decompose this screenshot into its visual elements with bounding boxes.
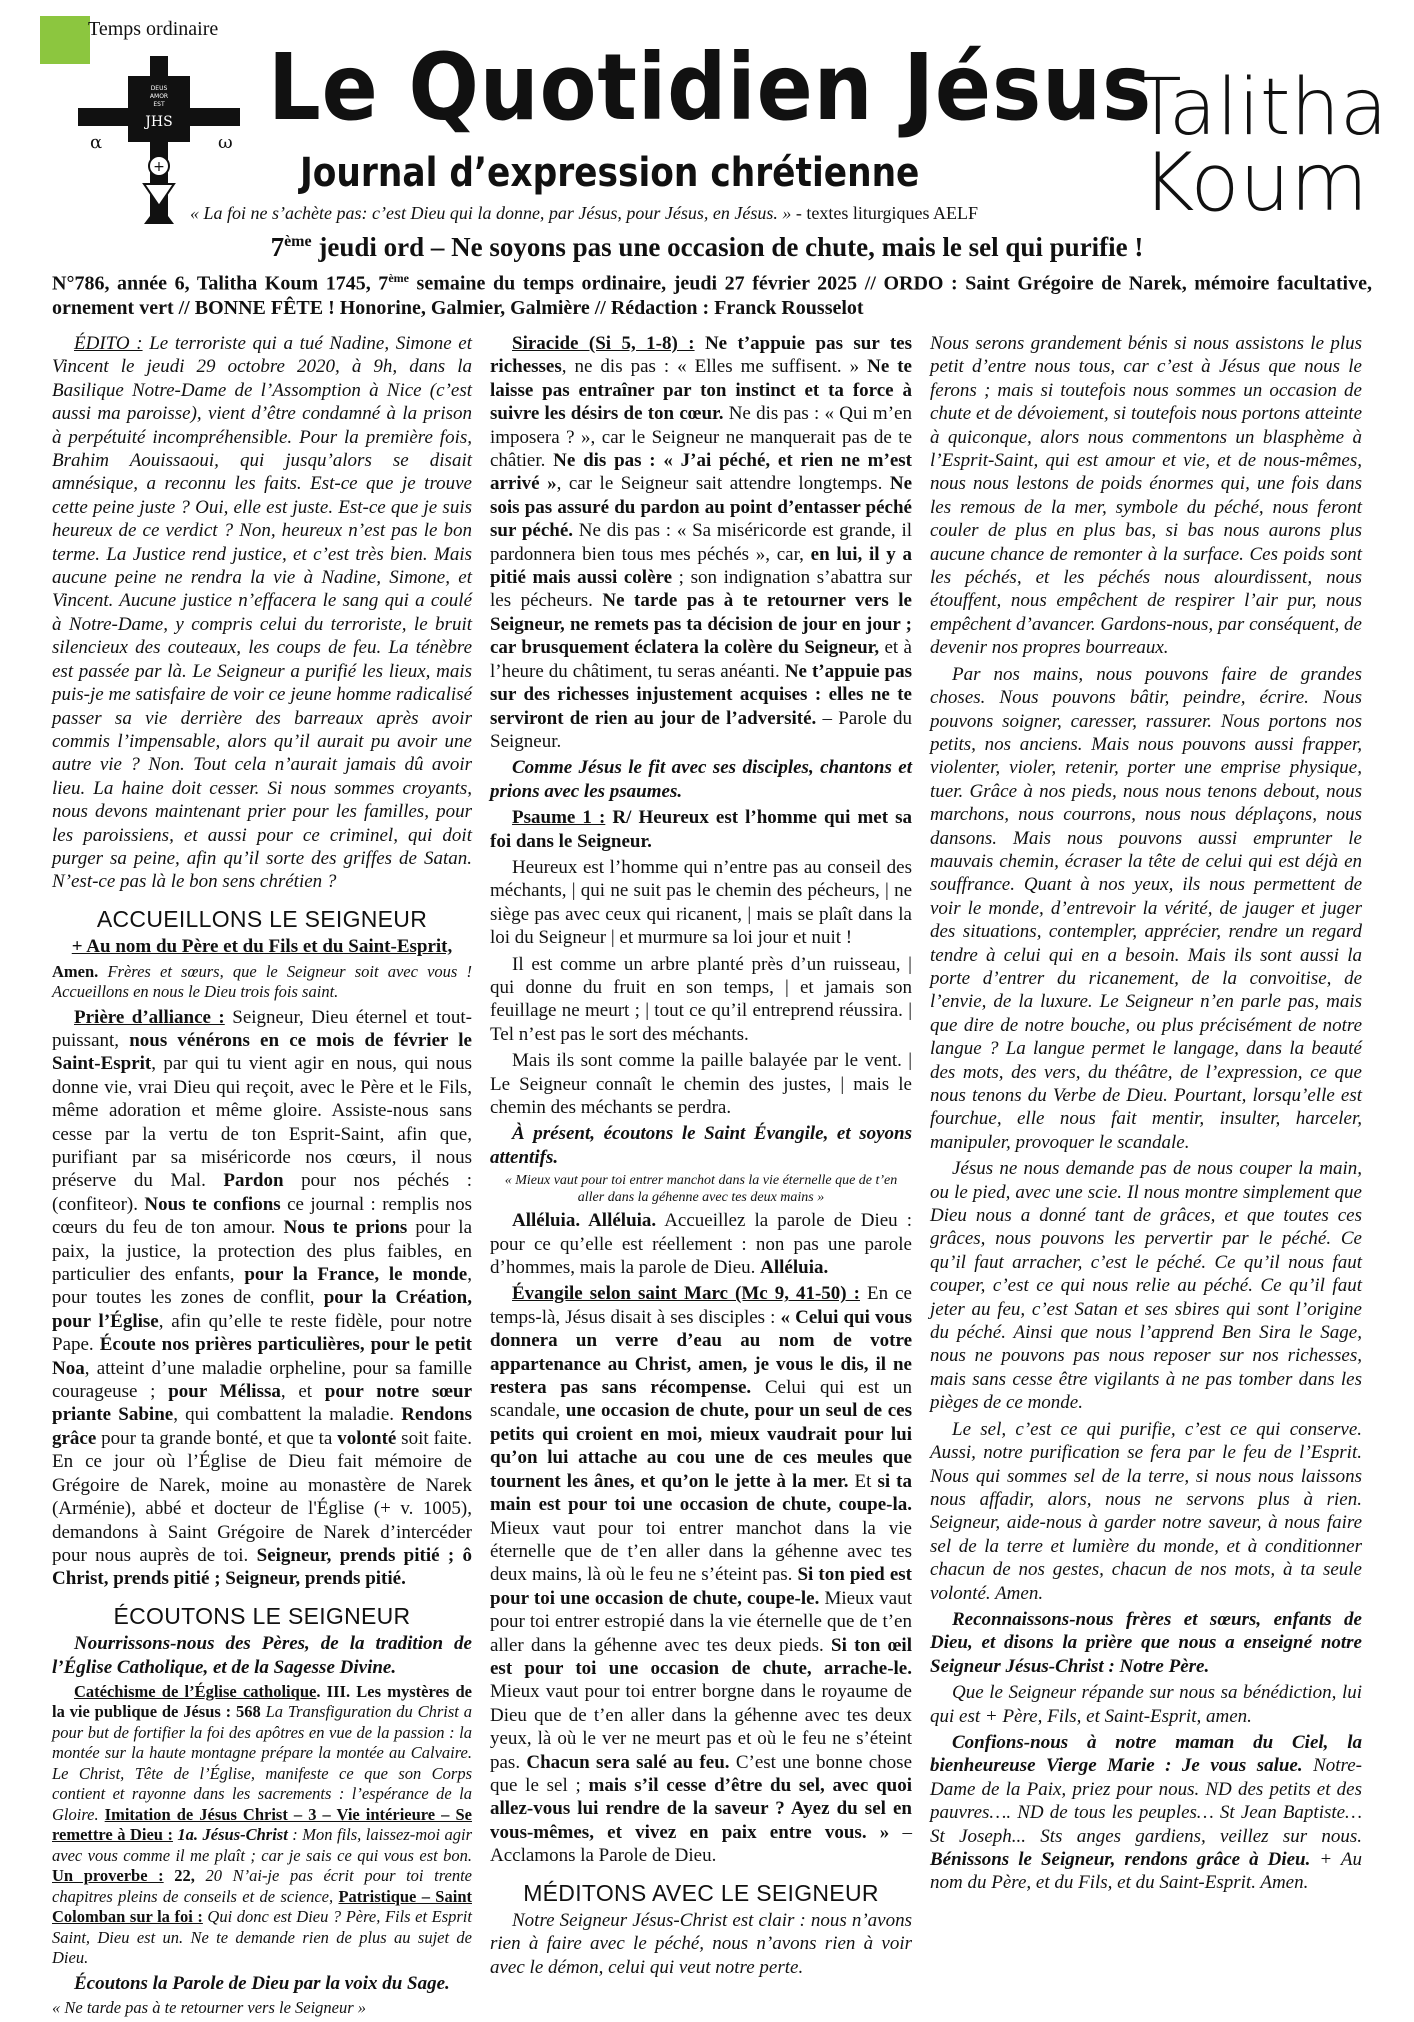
text-segment: Seigneur, Dieu éternel et tout-puissant,	[52, 1006, 472, 1051]
text-segment: , qui combattent la maladie.	[173, 1404, 402, 1426]
meditation-intro: Notre Seigneur Jésus-Christ est clair : nous n’avons rien à faire avec le péché, nous n’avons rien à voir avec le démon, celui qui veut notre perte.	[490, 1910, 912, 1978]
text-segment: Un proverbe :	[52, 1866, 164, 1886]
meditation-p1: Nous serons grandement bénis si nous assistons le plus petit d’entre nous tous, car c’est à Jésus que nous le ferons ; mais si toutefois nous sommes un occasion de chute et de dévoiement, si toutefois nous portons atteinte à quiconque, alors nous commentons un blasphème à l’Esprit-Saint, qui est amour et vie, et de nous-mêmes, nous nous lestons de poids énormes qui, une fois dans les remous de la mer, symbole du péché, nous feront couler de plus en plus bas, si bas nous aurons plus aucune chance de remonter à la surface. Ces poids sont les péchés, et les péchés nous alourdissent, nous étouffent, nous empêchent de respirer l’air pur, nous empêchent d’avancer. Gardons-nous, par conséquent, de devenir nos propres bourreaux.	[930, 333, 1362, 659]
column-3	[930, 332, 1362, 1898]
meditation-p2: Par nos mains, nous pouvons faire de grandes choses. Nous pouvons bâtir, peindre, écrire. Nous pouvons soigner, caresser, rassurer. Nous portons nos petits, nos anciens. Mais nous pouvons aussi frapper, violenter, violer, retenir, porter une emprise physique, tuer. Grâce à nos pieds, nous nous tenons debout, nous marchons, nous courrons, nous nous déplaçons, nous dansons. Mais nous pouvons aussi emprunter le mauvais chemin, écraser la tête de celui qui est déjà en souffrance. Quant à nos yeux, ils nous permettent de voir le monde, d’entrevoir la vérité, de jauger et juger des situations, contempler, apprécier, rendre un regard tendre à celui qui en a besoin. Mais ils sont aussi la porte d’entrer du ricanement, de la convoitise, de l’envie, de la luxure. Le Seigneur n’en parle pas, mais que dire de notre bouche, ou plus précisément de notre langue ? La langue permet le langage, dans la beauté des mots, des vers, du théâtre, de l’expression, ce que nous tenons du Verbe de Dieu. Pourtant, lorsqu’elle est fourchue, elle nous fait mentir, insulter, harceler, manipuler, provoquer le scandale.	[930, 663, 1362, 1153]
text-segment: Si ton pied est pour toi une occasion de chute, coupe-le.	[490, 1564, 912, 1609]
headline-ordinal: 7	[270, 232, 285, 262]
sage-quote: « Ne tarde pas à te retourner vers le Seigneur »	[52, 1998, 367, 2018]
alleluia	[490, 1209, 912, 1279]
text-segment: , afin qu’elle te reste fidèle, pour notre Pape.	[52, 1310, 472, 1356]
svg-text:DEUS: DEUS	[150, 85, 168, 92]
text-segment: Chacun sera salé au feu.	[526, 1751, 730, 1773]
text-segment: : Mon fils, laissez-moi agir avec vous comme il me plaît ; car je sais ce qui vous est bon.	[52, 1825, 473, 1865]
text-segment: « Celui qui vous donnera un verre d’eau au nom de votre appartenance au Christ, amen, je vous le dis, il ne restera pas sans récompense.	[490, 1306, 912, 1399]
headline	[0, 232, 1414, 263]
text-segment: Patristique – Saint Colomban sur la foi :	[52, 1886, 472, 1927]
svg-text:JHS: JHS	[145, 114, 173, 130]
text-segment: Seigneur, prends pitié ; ô Christ, prends pitié ; Seigneur, prends pitié.	[52, 1544, 472, 1590]
text-segment: Siracide (Si 5, 1-8) :	[512, 333, 695, 354]
alliance-prayer	[52, 1006, 472, 1591]
gospel-intro: À présent, écoutons le Saint Évangile, et soyons attentifs.	[490, 1123, 912, 1168]
text-segment: Ne dis pas : « Qui m’en imposera ? », car le Seigneur ne manquerait pas de te châtier.	[490, 403, 912, 472]
amen: Amen.	[52, 961, 99, 981]
gospel-reading	[490, 1282, 912, 1867]
text-segment: , pour toutes les zones de conflit,	[52, 1264, 472, 1309]
text-segment: En ce temps-là, Jésus disait à ses disciples :	[490, 1283, 912, 1328]
text-segment: ce journal : remplis nos cœurs du feu de ton amour.	[52, 1193, 472, 1239]
section-heading-accueil: ACCUEILLONS LE SEIGNEUR	[96, 905, 428, 932]
text-segment: Prière d’alliance :	[74, 1006, 225, 1028]
header-quote	[190, 203, 978, 224]
meta-part1: N°786, année 6, Talitha Koum 1745, 7	[52, 272, 389, 295]
text-segment: La Transfiguration du Christ a pour but de fortifier la foi des apôtres en vue de la passion : la montée sur la haute montagne prépare la montée au Calvaire. Le Christ, Tête de l’Église, manifeste ce que son Corps contient et rayonne dans les sacrements : l’espérance de la Gloire.	[52, 1702, 472, 1824]
gospel-quote: « Mieux vaut pour toi entrer manchot dans la vie éternelle que de t’en aller dans la géhenne avec tes deux mains »	[504, 1173, 898, 1206]
text-segment: Si ton œil est pour toi une occasion de chute, arrache-le.	[490, 1634, 912, 1679]
catechism-block	[52, 1682, 472, 1969]
text-segment: et à l’heure du châtiment, tu seras anéanti.	[490, 637, 912, 682]
text-segment: volonté	[337, 1427, 397, 1449]
quote-text: « La foi ne s’achète pas: c’est Dieu qui la donne, par Jésus, pour Jésus, en Jésus. »	[190, 203, 792, 223]
edito-label: ÉDITO :	[74, 333, 143, 354]
text-segment: nous vénérons en ce mois de février le Saint-Esprit	[52, 1029, 472, 1075]
text-segment: Psaume 1 :	[512, 807, 606, 829]
text-segment: en lui, il y a pitié mais aussi colère	[490, 543, 912, 589]
sign-cross-text: + Au nom du Père et du Fils et du Saint-Esprit,	[71, 936, 453, 958]
text-segment: pour Mélissa	[168, 1381, 281, 1403]
text-segment: Ne te laisse pas entraîner par ton instinct et ta force à suivre les désirs de ton cœur.	[490, 356, 912, 425]
text-segment: pour nos péchés : (confiteor).	[52, 1170, 472, 1215]
text-segment: Alléluia. Alléluia.	[512, 1210, 657, 1232]
text-segment: Ne t’appuie pas sur tes richesses	[490, 333, 912, 378]
siracide-reading	[490, 332, 912, 753]
text-segment: pour ta grande bonté, et que ta	[96, 1427, 338, 1449]
text-segment: – Parole du Seigneur.	[490, 707, 912, 752]
issue-meta	[52, 266, 1372, 320]
text-segment: C’est une bonne chose que le sel ;	[490, 1751, 912, 1796]
text-segment: , par qui tu vient agir en nous, qui nous donne vie, vrai Dieu qui reçoit, avec le Père et le Fils, même adoration et même gloire. Assiste-nous sans cesse par la vertu de ton Esprit-Saint, afin que, purifiant par sa miséricorde nos cœurs, il nous préserve du Mal.	[52, 1053, 472, 1192]
text-segment: pour notre sœur priante Sabine	[52, 1381, 473, 1426]
sign-of-cross	[52, 935, 472, 958]
text-segment: Notre-Dame de la Paix, priez pour nous. ND des petits et des pauvres…. ND de tous les peuples… St Jean Baptiste… St Joseph... Sts anges gardiens, veillez sur nous.	[930, 1755, 1362, 1847]
text-segment: , atteint d’une maladie orpheline, pour sa famille courageuse ;	[52, 1357, 472, 1403]
text-segment: Rendons grâce	[52, 1404, 472, 1449]
text-segment: Écoute nos prières particulières, pour le petit Noa	[52, 1334, 473, 1379]
headline-text: jeudi ord – Ne soyons pas une occasion de chute, mais le sel qui purifie !	[311, 232, 1144, 262]
column-1	[52, 332, 472, 2022]
text-segment: Pardon	[223, 1170, 284, 1192]
svg-text:ω: ω	[218, 132, 233, 153]
text-segment: une occasion de chute, pour un seul de ces petits qui croient en moi, mieux vaudrait pour lui qu’on lui attache au cou une de ces meules que tournent les ânes, et qu’on le jette à la mer.	[490, 1400, 913, 1492]
sage-intro: Écoutons la Parole de Dieu par la voix du Sage.	[74, 1972, 450, 1994]
text-segment: Bénissons le Seigneur, rendons grâce à Dieu.	[930, 1849, 1311, 1870]
edito-text: Le terroriste qui a tué Nadine, Simone et Vincent le jeudi 29 octobre 2020, à 9h, dans la Basilique Notre-Dame de l’Assomption à Nice (c’est aussi ma paroisse), vient d’être condamné à la prison à perpétuité incompréhensible. Pour la première fois, Brahim Aouissaoui, qui jusqu’alors se disait amnésique, a reconnu les faits. Est-ce que je trouve cette peine juste ? Oui, elle est juste. Est-ce que je suis heureux de ce verdict ? Non, heureux n’est pas le bon terme. La Justice rend justice, et c’est très bien. Mais aucune peine ne rendra la vie à Nadine, Simone, et Vincent. Aucune justice n’effacera le sang qui a coulé à Notre-Dame, y compris celui du terroriste, le bruit silencieux des couteaux, les coups de feu. La ténèbre est passée par là. Le Seigneur a purifié les lieux, mais puis-je me satisfaire de voir ce jeune homme radicalisé passer sa vie derrière des barreaux après avoir commis l’impensable, alors qu’il aurait pu avoir une autre vie ? Non. Tout cela n’aurait jamais dû avoir lieu. La haine doit cesser. Si nous sommes croyants, nous devons maintenant prier pour les familles, pour les paroissiens, et aussi pour ce criminel, qui doit purger sa peine, afin qu’il sorte des griffes de Satan. N’est-ce pas là le bon sens chrétien ?	[52, 333, 472, 893]
psalm-stanza-3: Mais ils sont comme la paille balayée par le vent. | Le Seigneur connaît le chemin des justes, | mais le chemin des méchants se perdra.	[490, 1050, 912, 1118]
text-segment: mais s’il cesse d’être du sel, avec quoi allez-vous lui rendre de la saveur ? Ayez du sel en vous-mêmes, et vivez en paix entre vous. »	[490, 1774, 913, 1843]
season-label: Temps ordinaire	[88, 18, 219, 40]
edito	[52, 332, 472, 894]
text-segment: Catéchisme de l’Église catholique	[74, 1681, 317, 1701]
text-segment: R/ Heureux est l’homme qui met sa foi dans le Seigneur.	[490, 807, 913, 852]
text-segment: , ne dis pas : « Elles me suffisent. »	[561, 356, 868, 378]
text-segment: 20 N’ai-je pas écrit pour toi trente chapitres pleins de conseils et de science,	[52, 1866, 473, 1906]
text-segment: Ne t’appuie pas sur des richesses injustement acquises : elles ne te serviront de rien au jour de l’adversité.	[490, 660, 912, 729]
svg-text:AMOR: AMOR	[149, 93, 169, 100]
text-segment: Confions-nous à notre maman du Ciel, la bienheureuse Vierge Marie : Je vous salue.	[930, 1731, 1362, 1777]
text-segment: . III. Les mystères de la vie publique de Jésus : 568	[52, 1681, 472, 1722]
text-segment: pour la France, le monde	[244, 1264, 468, 1286]
text-segment: Celui qui est un scandale,	[490, 1377, 912, 1422]
blessing: Que le Seigneur répande sur nous sa bénédiction, lui qui est + Père, Fils, et Saint-Esprit, amen.	[930, 1682, 1362, 1727]
text-segment: Accueillez la parole de Dieu : pour ce qu’elle est réellement : non pas une parole d’hommes, mais la parole de Dieu.	[490, 1210, 912, 1279]
text-segment: Nous te prions	[283, 1217, 408, 1239]
brand-line-2: Koum	[1142, 136, 1369, 220]
text-segment: 22,	[163, 1866, 195, 1886]
text-segment: pour la Création, pour l’Église	[52, 1287, 472, 1332]
psalm-intro: Comme Jésus le fit avec ses disciples, chantons et prions avec les psaumes.	[490, 757, 912, 802]
greeting-text: Frères et sœurs, que le Seigneur soit avec vous ! Accueillons en nous le Dieu trois fois saint.	[52, 961, 472, 1002]
cross-emblem	[78, 56, 248, 226]
svg-text:+: +	[153, 159, 165, 175]
text-segment: Mieux vaut pour toi entrer borgne dans le royaume de Dieu que de t’en aller dans la géhenne avec tes deux yeux, là où le ver ne meurt pas et où le feu ne s’éteint pas.	[490, 1681, 912, 1773]
text-segment: Imitation de Jésus Christ – 3 – Vie intérieure – Se remettre à Dieu :	[52, 1804, 472, 1845]
text-segment: Ne tarde pas à te retourner vers le Seigneur, ne remets pas ta décision de jour en jour ; car brusquement éclatera la colère du Seigneur,	[490, 590, 912, 659]
text-segment: Et	[848, 1470, 878, 1492]
text-segment: Nous te confions	[144, 1193, 281, 1215]
text-segment: Mieux vaut pour toi entrer estropié dans la vie éternelle que de t’en aller dans la géhenne avec tes deux pieds.	[490, 1587, 912, 1656]
psalm-stanza-1: Heureux est l’homme qui n’entre pas au conseil des méchants, | qui ne suit pas le chemin des pécheurs, | ne siège pas avec ceux qui ricanent, | mais se plaît dans la loi du Seigneur | et murmure sa loi jour et nuit !	[490, 856, 912, 949]
text-segment: Qui donc est Dieu ? Père, Fils et Esprit Saint, Dieu est un. Ne te demande rien de plus au sujet de Dieu.	[52, 1907, 472, 1968]
section-heading-ecoute: ÉCOUTONS LE SEIGNEUR	[113, 1602, 411, 1629]
text-segment: si ta main est pour toi une occasion de chute, coupe-la.	[490, 1470, 912, 1516]
text-segment: Mieux vaut pour toi entrer manchot dans la vie éternelle que de t’en aller dans la géhenne avec tes deux mains, là où le feu ne s’éteint pas.	[490, 1517, 912, 1586]
meditation-p3: Jésus ne nous demande pas de nous couper la main, ou le pied, avec une scie. Il nous montre simplement que Dieu nous a donné tant de grâces, et que toutes ces grâces, nous pouvons les pervertir par le péché. Ce qu’il faut arracher, c’est le péché. Ce qu’il nous faut couper, c’est ce qui nous relie au péché. Ce qu’il faut jeter au feu, c’est Satan et ses sbires qui sont l’origine du péché. Ainsi que nous l’apprend Ben Sira le Sage, nous ne pouvons pas nous reposer sur nos richesses, mais sans cesse être vigilants à ne pas tomber dans les pièges de ce monde.	[930, 1158, 1362, 1414]
text-segment: ; son indignation s’abattra sur les pécheurs.	[490, 567, 912, 612]
talitha-koum-logo	[1128, 60, 1388, 220]
meta-sup: ème	[388, 271, 409, 285]
newspaper-title: Le Quotidien Jésus	[268, 34, 1153, 141]
text-segment: Ne dis pas : « Sa miséricorde est grande, il pardonnera bien tous mes péchés », car,	[490, 520, 912, 565]
psalm-refrain	[490, 806, 912, 853]
text-segment: pour la paix, la justice, la protection des plus faibles, en particulier des enfants,	[52, 1217, 473, 1286]
text-segment: 1a. Jésus-Christ	[172, 1825, 288, 1845]
column-2	[490, 332, 912, 1982]
text-segment: , car le Seigneur sait attendre longtemps.	[556, 473, 890, 495]
text-segment: Ne dis pas : « J’ai péché, et rien ne m’est arrivé »	[490, 450, 912, 495]
meditation-p4: Le sel, c’est ce qui purifie, c’est ce qui conserve. Aussi, notre purification se fera par le feu de l’Esprit. Nous qui sommes sel de la terre, si nous nous laissons nous affadir, alors, nous ne servons plus à rien. Seigneur, aide-nous à garder notre saveur, à nous faire sel de la terre et lumière du monde, et à conditionner chacun de nos gestes, chacun de nos mots, à ta seule volonté. Amen.	[930, 1418, 1362, 1604]
text-segment: , et	[280, 1381, 325, 1403]
section-heading-medit: MÉDITONS AVEC LE SEIGNEUR	[523, 1879, 879, 1906]
our-father-intro: Reconnaissons-nous frères et sœurs, enfants de Dieu, et disons la prière que nous a enseigné notre Seigneur Jésus-Christ : Notre Père.	[930, 1608, 1362, 1677]
svg-text:α: α	[90, 132, 103, 153]
text-segment: – Acclamons la Parole de Dieu.	[490, 1821, 913, 1867]
text-segment: Évangile selon saint Marc (Mc 9, 41-50) :	[512, 1283, 860, 1305]
text-segment: soit faite. En ce jour où l’Église de Dieu fait mémoire de Grégoire de Narek, moine au monastère de Narek (Arménie), abbé et docteur de l'Église (+ v. 1005), demandons à Saint Grégoire de Narek d’intercéder pour nous auprès de toi.	[52, 1427, 472, 1566]
greeting	[52, 962, 472, 1003]
psalm-stanza-2: Il est comme un arbre planté près d’un ruisseau, | qui donne du fruit en son temps, | et jamais son feuillage ne meurt ; | tout ce qu’il entreprend réussira. | Tel n’est pas le sort des méchants.	[490, 953, 912, 1045]
text-segment: Ne sois pas assuré du pardon au point d’entasser péché sur péché.	[490, 473, 912, 542]
text-segment: + Au nom du Père, et du Fils, et du Saint-Esprit. Amen.	[930, 1849, 1362, 1894]
marian-prayer	[930, 1731, 1362, 1895]
headline-sup: ème	[284, 233, 312, 250]
meta-part2: semaine du temps ordinaire, jeudi 27 février 2025 // ORDO : Saint Grégoire de Narek, mémoire facultative, ornement vert // BONNE FÊTE ! Honorine, Galmier, Galmière // Rédaction : Franck Rousselot	[52, 272, 1372, 319]
fathers-intro: Nourrissons-nous des Pères, de la tradition de l’Église Catholique, et de la Sagesse Divine.	[52, 1633, 472, 1678]
quote-source: - textes liturgiques AELF	[791, 203, 979, 223]
svg-text:EST: EST	[153, 101, 165, 108]
brand-line-1: Talitha	[1134, 63, 1388, 153]
newspaper-subtitle: Journal d’expression chrétienne	[300, 150, 920, 196]
text-segment: Alléluia.	[760, 1257, 829, 1279]
